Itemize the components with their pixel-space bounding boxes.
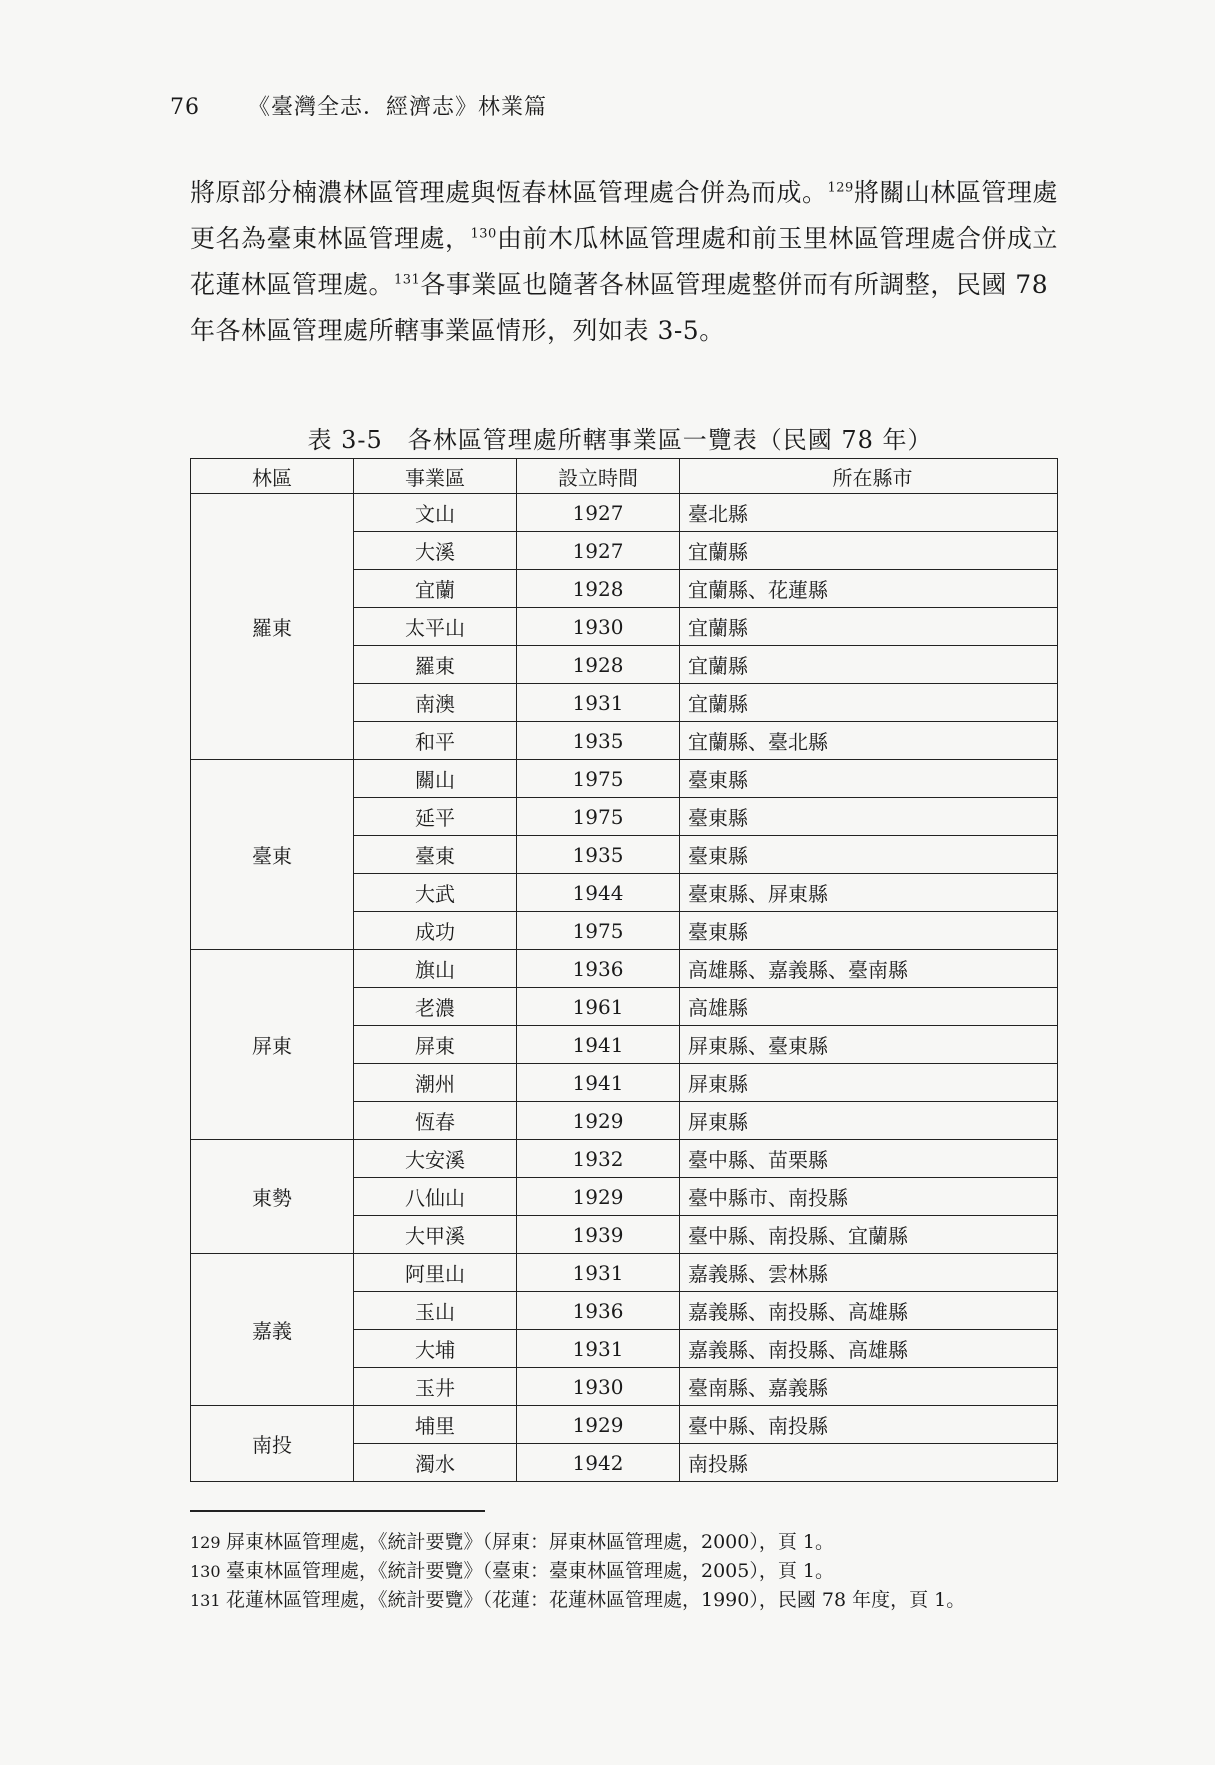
cell-year: 1927 xyxy=(517,532,680,570)
cell-year: 1927 xyxy=(517,494,680,532)
footnote-text: 屏東林區管理處，《統計要覽》（屏東：屏東林區管理處，2000），頁 1。 xyxy=(226,1531,834,1553)
cell-year: 1929 xyxy=(517,1178,680,1216)
cell-area: 屏東 xyxy=(191,950,354,1140)
cell-county: 臺東縣 xyxy=(680,912,1058,950)
cell-area: 羅東 xyxy=(191,494,354,760)
cell-unit: 潮州 xyxy=(354,1064,517,1102)
footnote-text: 臺東林區管理處，《統計要覽》（臺東：臺東林區管理處，2005），頁 1。 xyxy=(226,1560,834,1582)
cell-unit: 大埔 xyxy=(354,1330,517,1368)
cell-county: 臺中縣市、南投縣 xyxy=(680,1178,1058,1216)
cell-year: 1931 xyxy=(517,684,680,722)
header-area: 林區 xyxy=(191,459,354,494)
table-row xyxy=(191,950,1058,988)
cell-area: 南投 xyxy=(191,1406,354,1482)
cell-county: 臺東縣 xyxy=(680,760,1058,798)
cell-county: 嘉義縣、雲林縣 xyxy=(680,1254,1058,1292)
cell-county: 屏東縣 xyxy=(680,1102,1058,1140)
cell-year: 1975 xyxy=(517,798,680,836)
cell-year: 1975 xyxy=(517,760,680,798)
table-row xyxy=(191,494,1058,532)
cell-county: 宜蘭縣 xyxy=(680,646,1058,684)
footnote-number: 130 xyxy=(190,1562,221,1581)
cell-county: 屏東縣、臺東縣 xyxy=(680,1026,1058,1064)
header-year: 設立時間 xyxy=(517,459,680,494)
footnote-ref[interactable]: 131 xyxy=(394,272,421,288)
body-paragraph xyxy=(190,170,1070,354)
cell-area: 嘉義 xyxy=(191,1254,354,1406)
cell-unit: 濁水 xyxy=(354,1444,517,1482)
forest-district-table xyxy=(190,458,1058,1482)
paragraph-text: 將原部分楠濃林區管理處與恆春林區管理處合併為而成。 xyxy=(190,178,828,207)
page-header xyxy=(170,90,547,121)
cell-county: 臺東縣 xyxy=(680,836,1058,874)
footnote-number: 131 xyxy=(190,1591,221,1610)
cell-year: 1936 xyxy=(517,1292,680,1330)
page-number: 76 xyxy=(170,95,200,120)
table-row xyxy=(191,1140,1058,1178)
paragraph-text: 將關山林區管理處更名為臺東林區管理處， xyxy=(190,178,1058,253)
cell-year: 1928 xyxy=(517,570,680,608)
cell-year: 1935 xyxy=(517,836,680,874)
cell-year: 1961 xyxy=(517,988,680,1026)
paragraph-text: 各事業區也隨著各林區管理處整併而有所調整，民國 78 年各林區管理處所轄事業區情形，列如表 3-5。 xyxy=(190,270,1049,345)
cell-unit: 旗山 xyxy=(354,950,517,988)
cell-unit: 埔里 xyxy=(354,1406,517,1444)
footnote xyxy=(190,1528,1070,1557)
cell-year: 1942 xyxy=(517,1444,680,1482)
cell-unit: 臺東 xyxy=(354,836,517,874)
cell-county: 南投縣 xyxy=(680,1444,1058,1482)
cell-county: 屏東縣 xyxy=(680,1064,1058,1102)
table-row xyxy=(191,760,1058,798)
cell-year: 1928 xyxy=(517,646,680,684)
cell-unit: 延平 xyxy=(354,798,517,836)
cell-unit: 大安溪 xyxy=(354,1140,517,1178)
cell-area: 東勢 xyxy=(191,1140,354,1254)
cell-unit: 宜蘭 xyxy=(354,570,517,608)
cell-area: 臺東 xyxy=(191,760,354,950)
footnote xyxy=(190,1557,1070,1586)
cell-unit: 南澳 xyxy=(354,684,517,722)
cell-unit: 玉井 xyxy=(354,1368,517,1406)
cell-year: 1944 xyxy=(517,874,680,912)
cell-year: 1929 xyxy=(517,1102,680,1140)
cell-unit: 大溪 xyxy=(354,532,517,570)
cell-county: 臺南縣、嘉義縣 xyxy=(680,1368,1058,1406)
cell-county: 臺中縣、南投縣 xyxy=(680,1406,1058,1444)
cell-county: 臺東縣 xyxy=(680,798,1058,836)
cell-unit: 關山 xyxy=(354,760,517,798)
footnote xyxy=(190,1586,1070,1615)
footnote-number: 129 xyxy=(190,1533,221,1552)
cell-unit: 大甲溪 xyxy=(354,1216,517,1254)
cell-unit: 和平 xyxy=(354,722,517,760)
cell-year: 1929 xyxy=(517,1406,680,1444)
cell-county: 宜蘭縣 xyxy=(680,532,1058,570)
cell-year: 1932 xyxy=(517,1140,680,1178)
cell-unit: 羅東 xyxy=(354,646,517,684)
cell-year: 1931 xyxy=(517,1330,680,1368)
book-title: 《臺灣全志．經濟志》林業篇 xyxy=(248,95,548,120)
cell-county: 臺中縣、苗栗縣 xyxy=(680,1140,1058,1178)
cell-year: 1931 xyxy=(517,1254,680,1292)
table-header-row xyxy=(191,459,1058,494)
footnote-divider xyxy=(190,1510,485,1512)
table-body xyxy=(191,494,1058,1482)
cell-county: 臺北縣 xyxy=(680,494,1058,532)
cell-county: 臺中縣、南投縣、宜蘭縣 xyxy=(680,1216,1058,1254)
table-row xyxy=(191,1254,1058,1292)
footnote-ref[interactable]: 129 xyxy=(827,180,854,196)
cell-county: 宜蘭縣、花蓮縣 xyxy=(680,570,1058,608)
cell-unit: 屏東 xyxy=(354,1026,517,1064)
cell-county: 高雄縣、嘉義縣、臺南縣 xyxy=(680,950,1058,988)
cell-unit: 老濃 xyxy=(354,988,517,1026)
footnotes xyxy=(190,1510,1070,1615)
cell-unit: 玉山 xyxy=(354,1292,517,1330)
table-caption: 表 3-5 各林區管理處所轄事業區一覽表（民國 78 年） xyxy=(307,426,933,454)
cell-year: 1935 xyxy=(517,722,680,760)
cell-unit: 八仙山 xyxy=(354,1178,517,1216)
cell-year: 1930 xyxy=(517,1368,680,1406)
cell-county: 宜蘭縣 xyxy=(680,684,1058,722)
cell-unit: 大武 xyxy=(354,874,517,912)
paragraph-text: 由前木瓜林區管理處和前玉里林區管理處合併成立花蓮林區管理處。 xyxy=(190,224,1058,299)
cell-county: 宜蘭縣 xyxy=(680,608,1058,646)
cell-county: 嘉義縣、南投縣、高雄縣 xyxy=(680,1292,1058,1330)
cell-year: 1930 xyxy=(517,608,680,646)
cell-county: 高雄縣 xyxy=(680,988,1058,1026)
footnote-text: 花蓮林區管理處，《統計要覽》（花蓮：花蓮林區管理處，1990），民國 78 年度，頁 1。 xyxy=(226,1589,966,1611)
cell-year: 1939 xyxy=(517,1216,680,1254)
cell-year: 1936 xyxy=(517,950,680,988)
header-unit: 事業區 xyxy=(354,459,517,494)
cell-unit: 太平山 xyxy=(354,608,517,646)
cell-year: 1975 xyxy=(517,912,680,950)
cell-year: 1941 xyxy=(517,1026,680,1064)
cell-unit: 文山 xyxy=(354,494,517,532)
header-county: 所在縣市 xyxy=(680,459,1058,494)
table-row xyxy=(191,1406,1058,1444)
cell-unit: 恆春 xyxy=(354,1102,517,1140)
cell-unit: 成功 xyxy=(354,912,517,950)
cell-unit: 阿里山 xyxy=(354,1254,517,1292)
cell-year: 1941 xyxy=(517,1064,680,1102)
cell-county: 臺東縣、屏東縣 xyxy=(680,874,1058,912)
cell-county: 宜蘭縣、臺北縣 xyxy=(680,722,1058,760)
footnote-ref[interactable]: 130 xyxy=(470,226,497,242)
cell-county: 嘉義縣、南投縣、高雄縣 xyxy=(680,1330,1058,1368)
